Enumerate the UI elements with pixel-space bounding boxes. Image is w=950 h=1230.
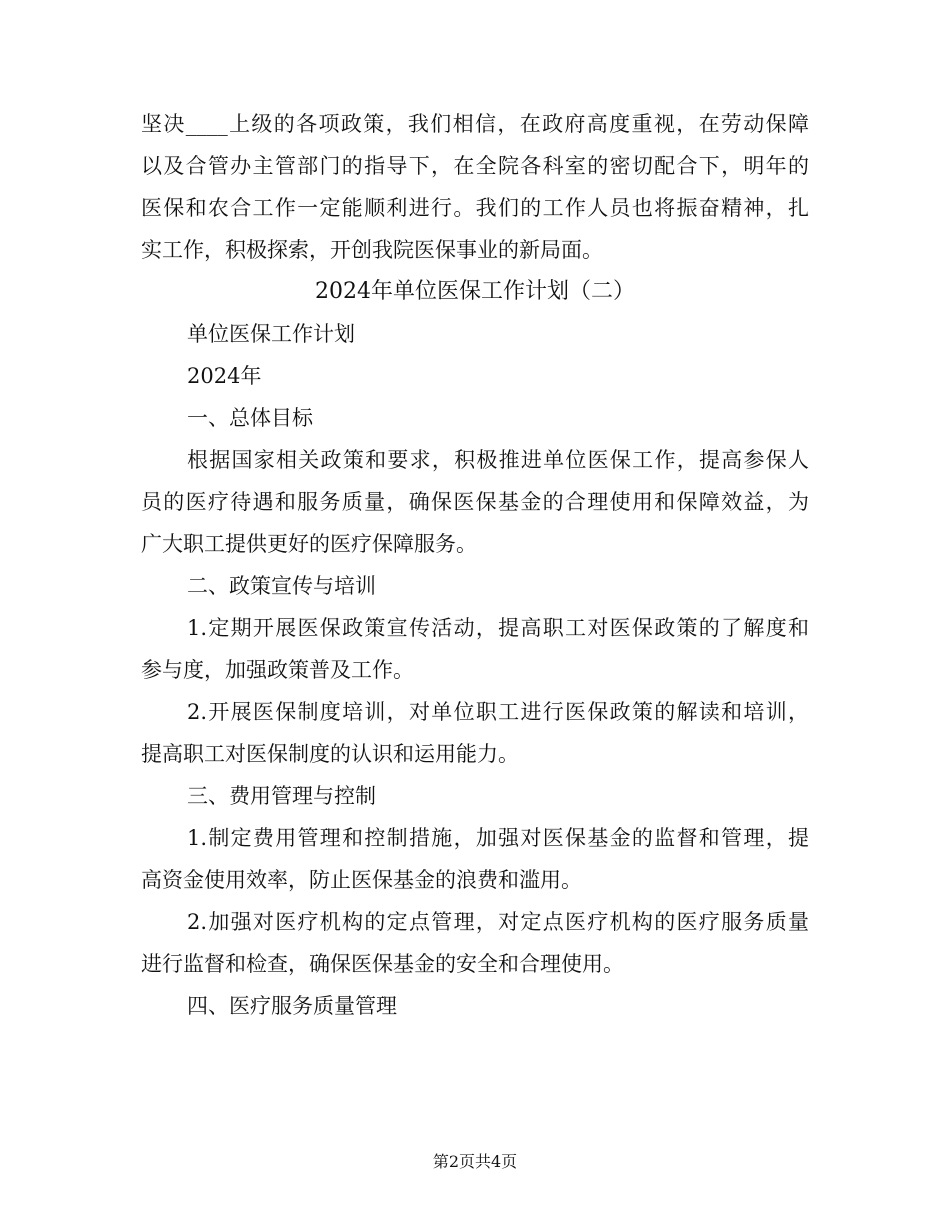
heading: 四、医疗服务质量管理 bbox=[187, 994, 397, 1018]
heading: 一、总体目标 bbox=[187, 406, 313, 430]
text-line: 参与度，加强政策普及工作。 bbox=[141, 658, 414, 682]
text-line: 单位医保工作计划 bbox=[187, 322, 355, 346]
heading: 二、政策宣传与培训 bbox=[187, 574, 376, 598]
text-line: 实工作，积极探索，开创我院医保事业的新局面。 bbox=[141, 238, 603, 262]
text-line: 以及合管办主管部门的指导下，在全院各科室的密切配合下，明年的 bbox=[141, 154, 809, 178]
text-line: 医保和农合工作一定能顺利进行。我们的工作人员也将振奋精神，扎 bbox=[141, 196, 809, 220]
document-body bbox=[141, 103, 809, 1027]
text-line: 提高职工对医保制度的认识和运用能力。 bbox=[141, 742, 519, 766]
text-line: 1.制定费用管理和控制措施，加强对医保基金的监督和管理，提 bbox=[187, 826, 809, 850]
heading: 三、费用管理与控制 bbox=[187, 784, 376, 808]
text-line: 2024年 bbox=[187, 364, 262, 388]
section-title: 2024年单位医保工作计划（二） bbox=[315, 279, 635, 304]
text-line: 员的医疗待遇和服务质量，确保医保基金的合理使用和保障效益，为 bbox=[141, 490, 809, 514]
text-line: 高资金使用效率，防止医保基金的浪费和滥用。 bbox=[141, 868, 582, 892]
page-number: 第2页共4页 bbox=[432, 1152, 518, 1171]
text-line: 2.开展医保制度培训，对单位职工进行医保政策的解读和培训， bbox=[187, 700, 809, 724]
text-line: 根据国家相关政策和要求，积极推进单位医保工作，提高参保人 bbox=[187, 448, 809, 472]
text-line: 坚决____上级的各项政策，我们相信，在政府高度重视，在劳动保障 bbox=[141, 112, 809, 136]
text-line: 2.加强对医疗机构的定点管理，对定点医疗机构的医疗服务质量 bbox=[187, 910, 809, 934]
text-line: 广大职工提供更好的医疗保障服务。 bbox=[141, 532, 477, 556]
text-line: 1.定期开展医保政策宣传活动，提高职工对医保政策的了解度和 bbox=[187, 616, 809, 640]
text-line: 进行监督和检查，确保医保基金的安全和合理使用。 bbox=[141, 952, 624, 976]
